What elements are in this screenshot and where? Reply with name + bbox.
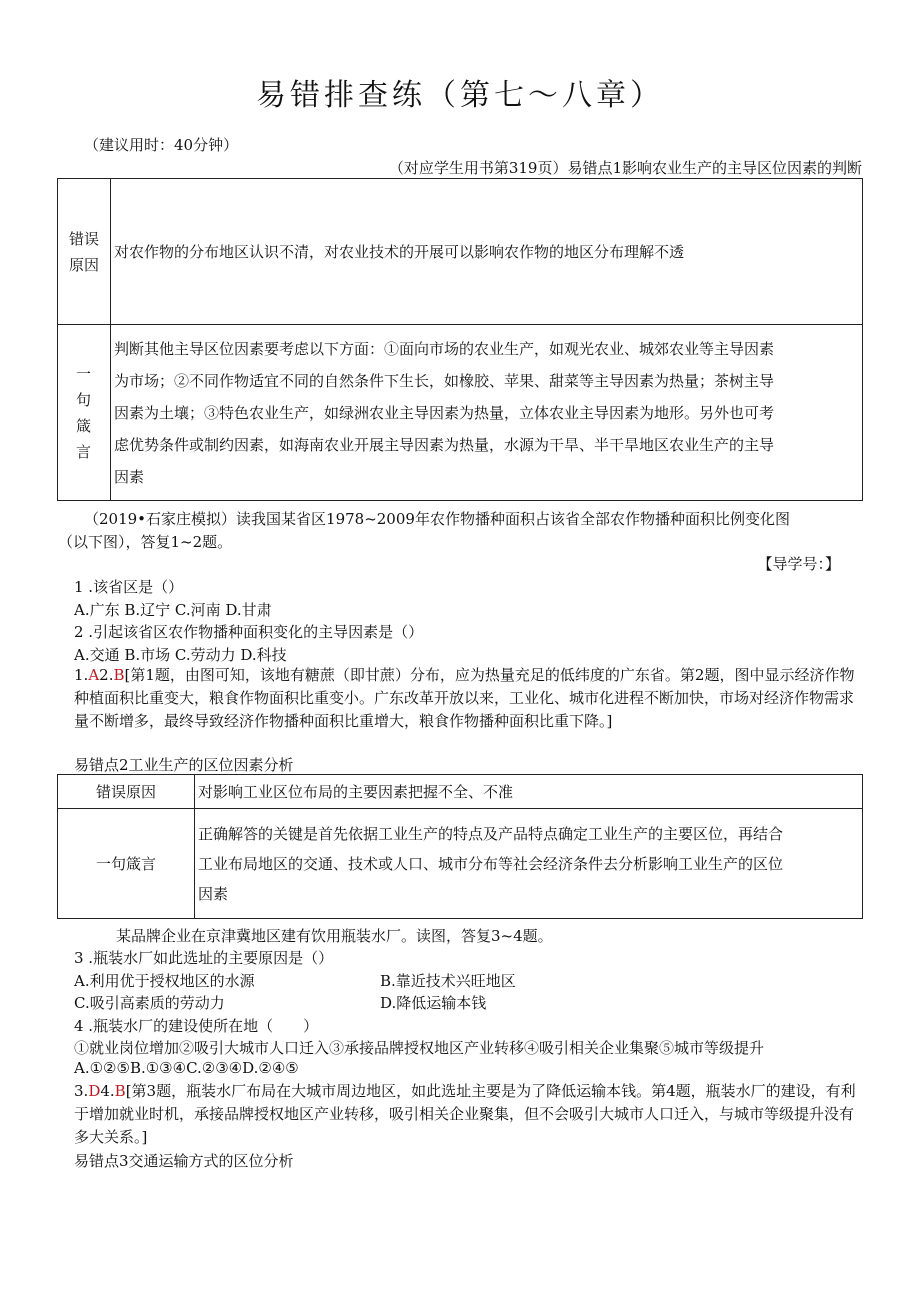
question-3-option-c: C.吸引高素质的劳动力 (74, 994, 225, 1012)
question-3-option-d: D.降低运输本钱 (380, 994, 487, 1012)
motto-text: 判断其他主导区位因素要考虑以下方面：①面向市场的农业生产，如观光农业、城郊农业等主导因素 为市场；②不同作物适宜不同的自然条件下生长，如橡胶、苹果、甜菜等主导因素为热量；茶树主导 因素为土壤；③特色农业生产，如绿洲农业主导因素为热量，立体农业主导因素为地形。另外也可考 虑优势条件或制约因素，如海南农业开展主导因素为热量，水源为干旱、半干旱地区农业生产的主导 因素 (111, 325, 863, 501)
guide-number: 【导学号：】 (757, 555, 840, 573)
error-cause-label-2: 错误原因 (58, 775, 195, 809)
suggested-time: （建议用时：40分钟） (84, 136, 239, 154)
motto-label: 一句箴言 (58, 325, 111, 501)
error-table-2 (57, 774, 863, 919)
book-page-reference: （对应学生用书第319页）易错点1影响农业生产的主导区位因素的判断 (388, 159, 862, 177)
question-3-option-b: B.靠近技术兴旺地区 (380, 972, 516, 990)
page-title: 易错排查练（第七～八章） (256, 78, 664, 113)
question-3: 3 .瓶装水厂如此选址的主要原因是（） (74, 949, 334, 967)
error-cause-text-2: 对影响工业区位布局的主要因素把握不全、不准 (195, 775, 863, 809)
error-cause-label: 错误原因 (58, 179, 111, 325)
question-2: 2 .引起该省区农作物播种面积变化的主导因素是（） (74, 623, 424, 641)
question-2-options: A.交通 B.市场 C.劳动力 D.科技 (74, 646, 287, 664)
error-cause-text: 对农作物的分布地区认识不清，对农业技术的开展可以影响农作物的地区分布理解不透 (111, 179, 863, 325)
error-point-3: 易错点3交通运输方式的区位分析 (74, 1152, 294, 1170)
question-intro-1: （2019•石家庄模拟）读我国某省区1978~2009年农作物播种面积占该省全部农作物播种面积比例变化图 (84, 510, 790, 528)
question-3-option-a: A.利用优于授权地区的水源 (74, 972, 255, 990)
motto-text-2: 正确解答的关键是首先依据工业生产的特点及产品特点确定工业生产的主要区位，再结合 工业布局地区的交通、技术或人口、城市分布等社会经济条件去分析影响工业生产的区位 因素 (195, 809, 863, 919)
question-4-options: A.①②⑤B.①③④C.②③④D.②④⑤ (74, 1059, 299, 1077)
question-intro-2: 某品牌企业在京津冀地区建有饮用瓶装水厂。读图，答复3~4题。 (116, 927, 553, 945)
error-table-1 (57, 178, 863, 501)
question-intro-1-cont: （以下图），答复1~2题。 (58, 533, 233, 551)
question-1: 1 .该省区是（） (74, 578, 184, 596)
motto-label-2: 一句箴言 (58, 809, 195, 919)
question-4: 4 .瓶装水厂的建设使所在地（ ） (74, 1017, 319, 1035)
question-1-options: A.广东 B.辽宁 C.河南 D.甘肃 (74, 601, 272, 619)
answer-3-4: 3.D4.B[第3题，瓶装水厂布局在大城市周边地区，如此选址主要是为了降低运输本钱。第4题，瓶装水厂的建设，有利于增加就业时机，承接品牌授权地区产业转移，吸引相关企业聚集，但不会吸引大城市人口迁入，与城市等级提升没有多大关系。] (74, 1082, 856, 1146)
answer-1-2: 1.A2.B[第1题，由图可知，该地有糖蔗（即甘蔗）分布，应为热量充足的低纬度的广东省。第2题，图中显示经济作物种植面积比重变大，粮食作物面积比重变小。广东改革开放以来，工业化、城市化进程不断加快，市场对经济作物需求量不断增多，最终导致经济作物播种面积比重增大，粮食作物播种面积比重下降。] (74, 666, 855, 730)
error-point-2: 易错点2工业生产的区位因素分析 (74, 756, 294, 774)
question-4-items: ①就业岗位增加②吸引大城市人口迁入③承接品牌授权地区产业转移④吸引相关企业集聚⑤城市等级提升 (74, 1039, 765, 1057)
